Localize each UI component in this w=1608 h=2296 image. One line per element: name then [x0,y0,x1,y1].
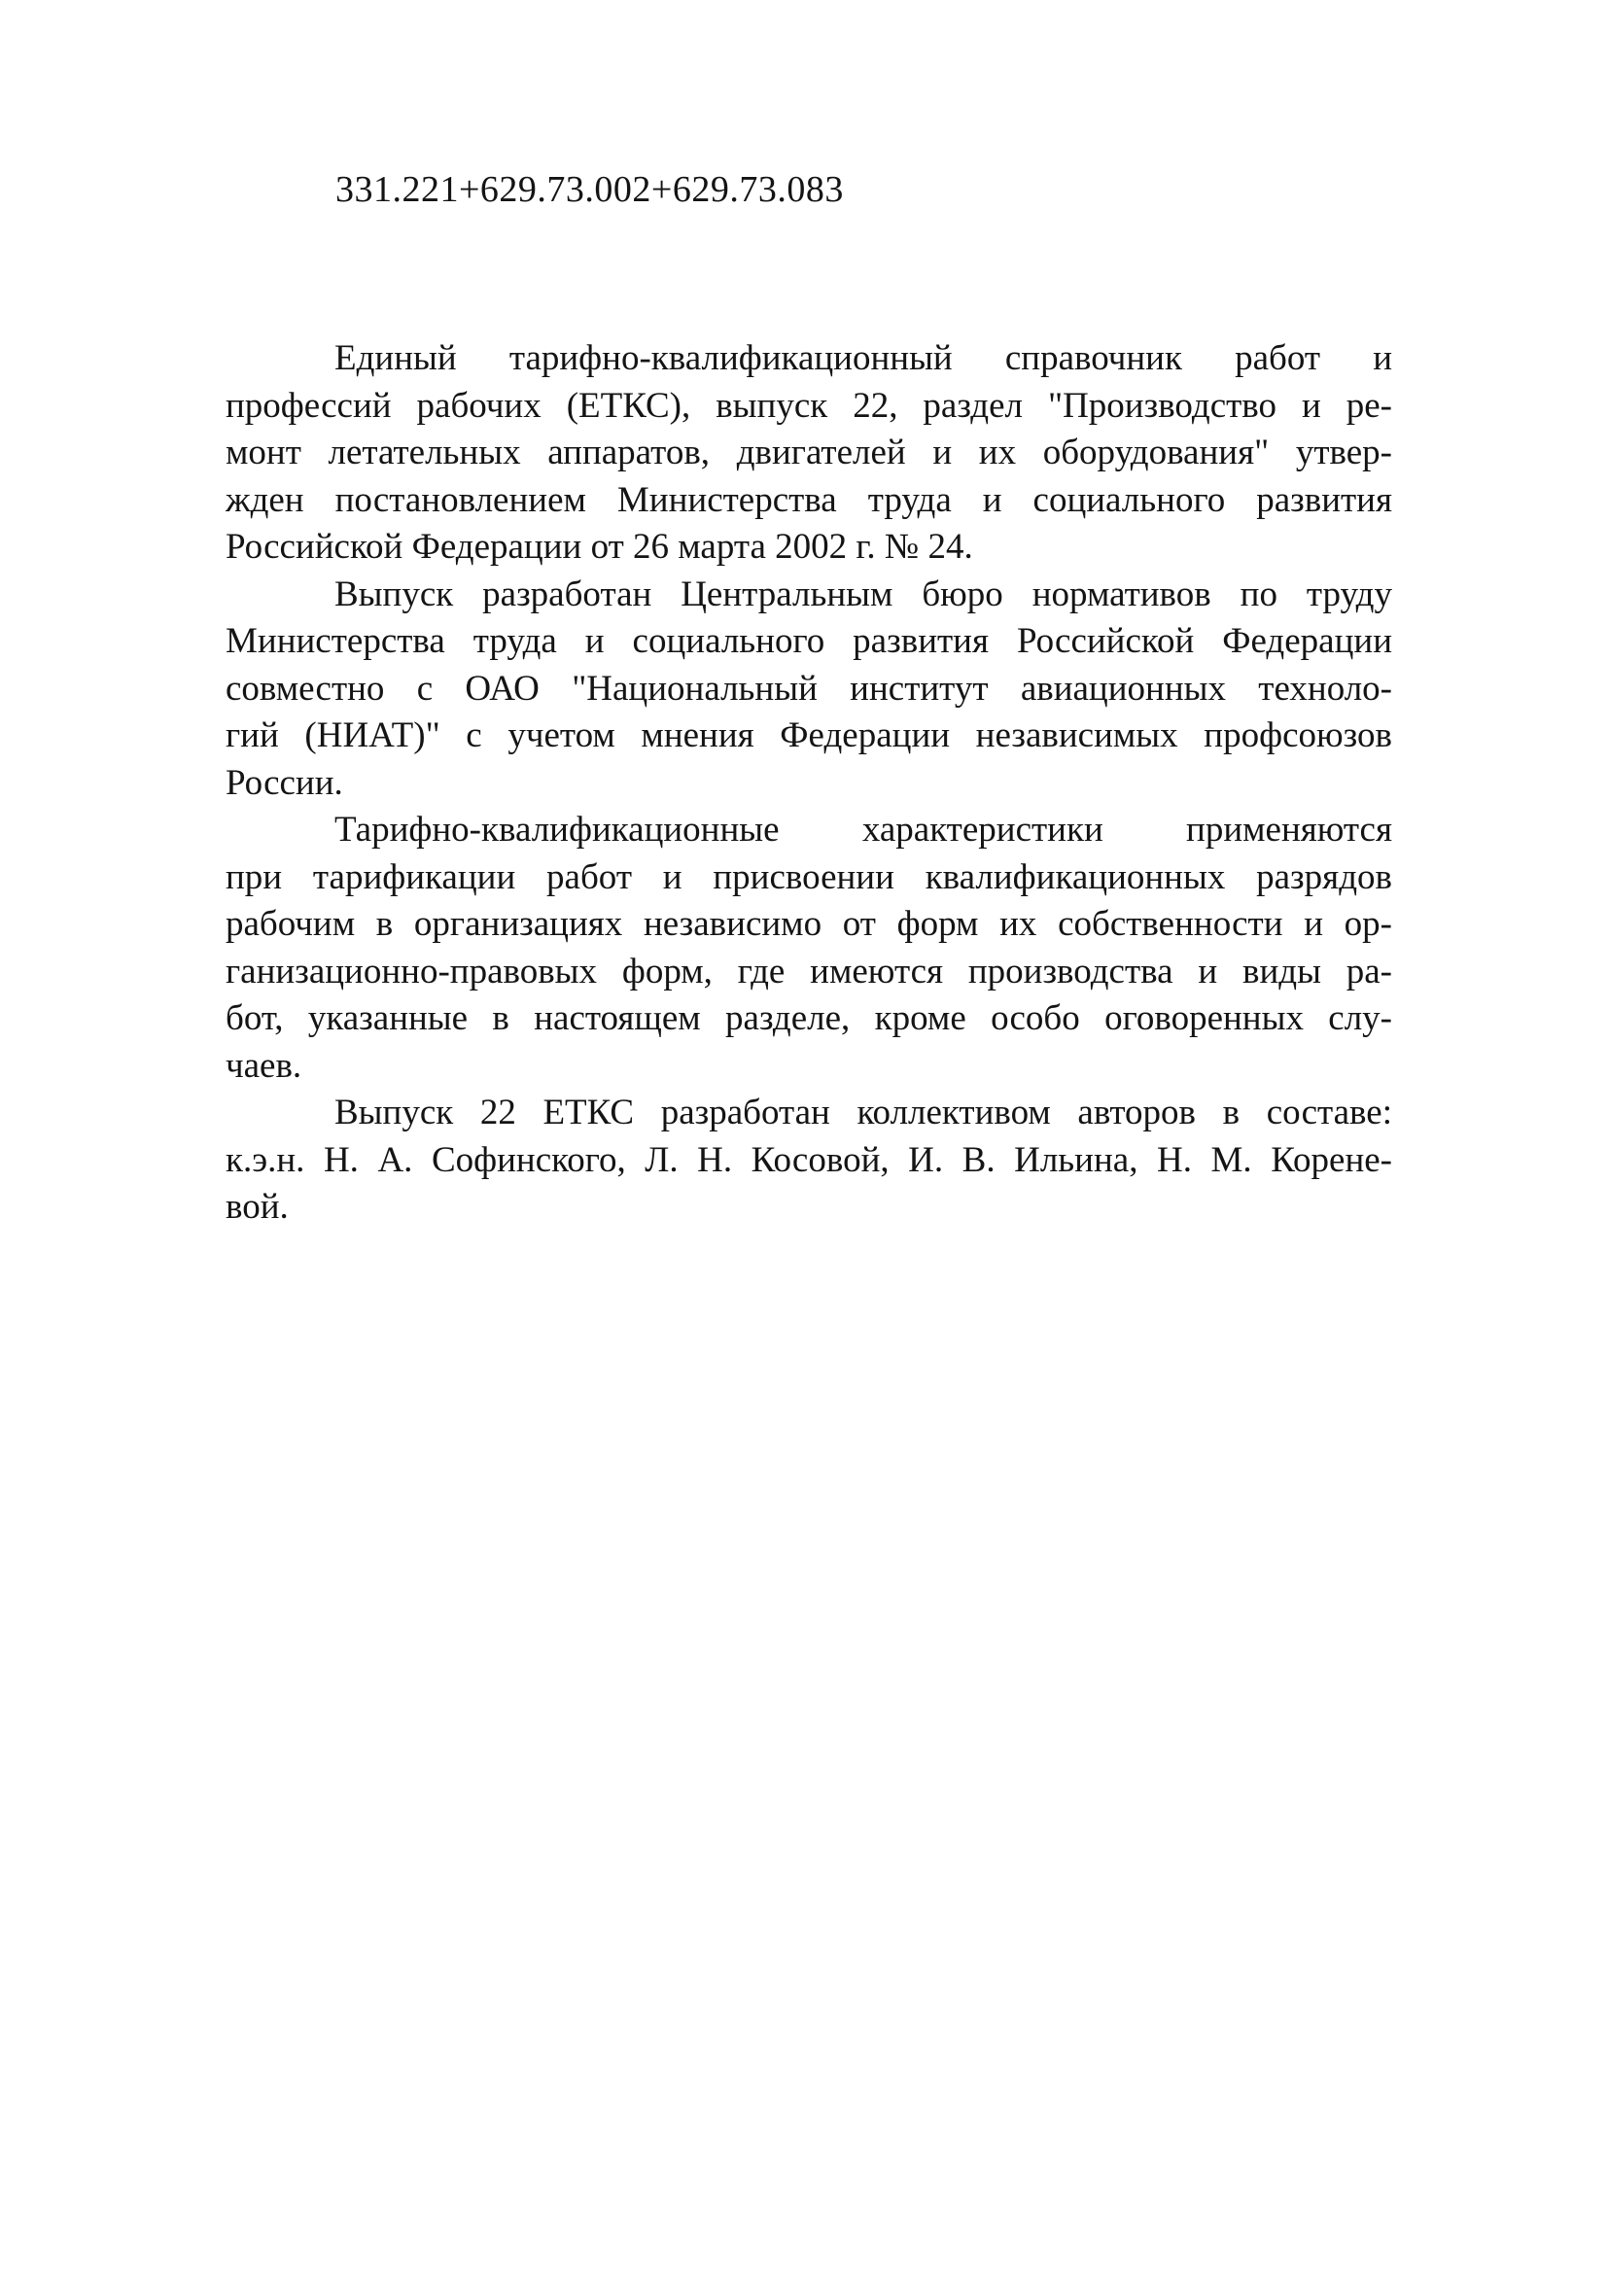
paragraph-line: Единый тарифно-квалификационный справочник работ и [334,338,1392,378]
paragraph-application [226,807,1392,1090]
paragraph-line: бот, указанные в настоящем разделе, кроме особо оговоренных слу- [226,998,1392,1038]
paragraph-line: Российской Федерации от 26 марта 2002 г. № 24. [226,527,973,567]
paragraph-line: ганизационно-правовых форм, где имеются производства и виды ра- [226,951,1392,991]
paragraph-authors [226,1090,1392,1232]
paragraph-line: вой. [226,1187,289,1227]
paragraph-line: России. [226,762,343,803]
paragraph-developers [226,572,1392,808]
paragraph-line: монт летательных аппаратов, двигателей и их оборудования" утвер- [226,433,1392,472]
document-body [226,335,1392,1232]
paragraph-line: Тарифно-квалификационные характеристики применяются [334,810,1392,850]
paragraph-line: гий (НИАТ)" с учетом мнения Федерации независимых профсоюзов [226,715,1392,755]
paragraph-line: чаев. [226,1045,302,1086]
paragraph-line: жден постановлением Министерства труда и социального развития [226,479,1392,520]
udc-code: 331.221+629.73.002+629.73.083 [335,169,844,210]
paragraph-line: Выпуск 22 ЕТКС разработан коллективом авторов в составе: [334,1093,1392,1132]
paragraph-line: рабочим в организациях независимо от форм их собственности и ор- [226,904,1392,944]
paragraph-line: к.э.н. Н. А. Софинского, Л. Н. Косовой, И. В. Ильина, Н. М. Корене- [226,1139,1392,1180]
paragraph-line: совместно с ОАО "Национальный институт авиационных техноло- [226,668,1392,709]
paragraph-approval [226,335,1392,572]
paragraph-line: Министерства труда и социального развития Российской Федерации [226,621,1392,661]
paragraph-line: профессий рабочих (ЕТКС), выпуск 22, раздел "Производство и ре- [226,385,1392,426]
paragraph-line: Выпуск разработан Центральным бюро нормативов по труду [334,574,1392,614]
paragraph-line: при тарификации работ и присвоении квалификационных разрядов [226,856,1392,897]
